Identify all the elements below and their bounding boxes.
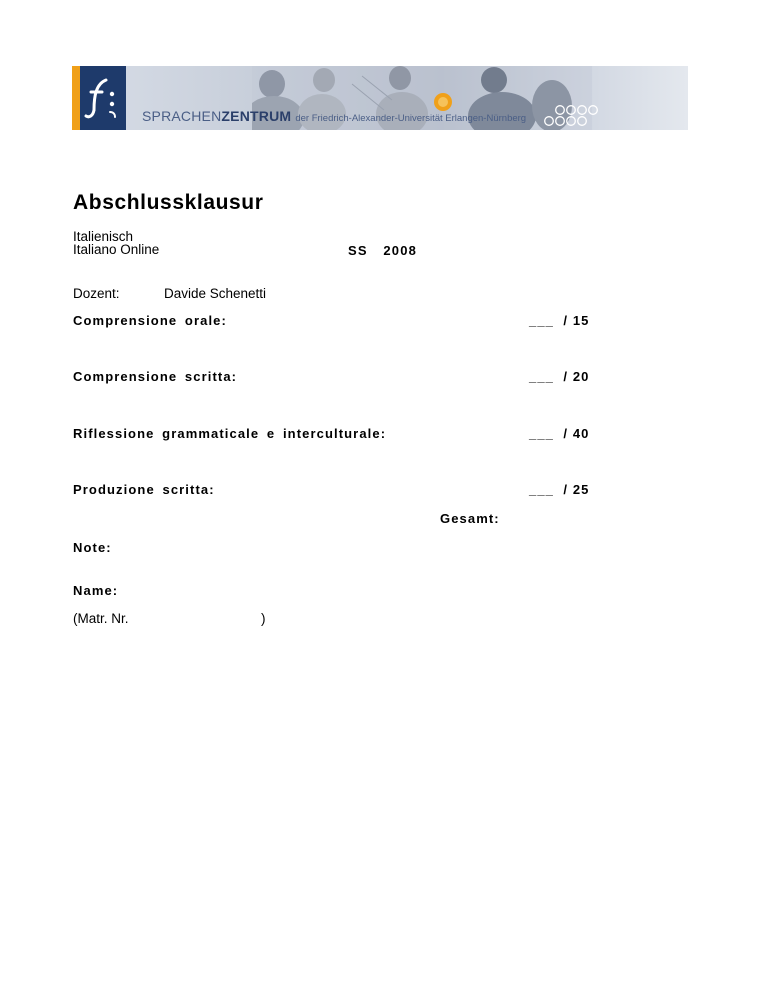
name-label: Name: xyxy=(73,583,119,598)
note-label: Note: xyxy=(73,540,112,555)
section-label: Riflessione grammaticale e interculturale: xyxy=(73,426,387,441)
section-score: ___ / 20 xyxy=(529,369,590,384)
banner-brand-bold: ZENTRUM xyxy=(221,108,292,124)
banner-brand-text xyxy=(142,108,526,124)
course-name: Italiano Online xyxy=(73,242,160,257)
section-label: Comprensione orale: xyxy=(73,313,227,328)
lecturer-name: Davide Schenetti xyxy=(164,286,267,301)
exam-title: Abschlussklausur xyxy=(73,191,264,214)
section-score: ___ / 40 xyxy=(529,426,590,441)
course-language: Italienisch xyxy=(73,229,134,244)
banner-accent-strip xyxy=(72,66,80,130)
section-score: ___ / 25 xyxy=(529,482,590,497)
total-label: Gesamt: xyxy=(440,511,500,526)
sprachenzentrum-logo-icon xyxy=(80,66,126,130)
section-label: Produzione scritta: xyxy=(73,482,215,497)
matriculation-close: ) xyxy=(261,611,266,626)
header-banner xyxy=(72,66,688,130)
matriculation-label: (Matr. Nr. xyxy=(73,611,129,626)
semester: SS 2008 xyxy=(348,243,418,258)
decorative-circles-icon xyxy=(542,104,612,128)
lecturer-label: Dozent: xyxy=(73,286,120,301)
banner-brand-light: SPRACHEN xyxy=(142,108,222,124)
banner-brand-tail: der Friedrich-Alexander-Universität Erlangen-Nürnberg xyxy=(295,113,527,124)
section-label: Comprensione scritta: xyxy=(73,369,238,384)
section-score: ___ / 15 xyxy=(529,313,590,328)
